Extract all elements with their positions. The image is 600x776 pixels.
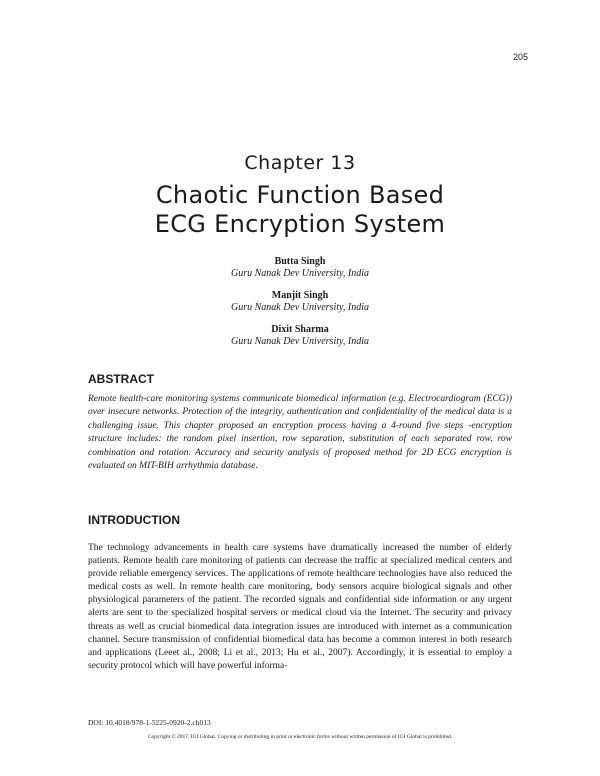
copyright-notice: Copyright © 2017, IGI Global. Copying or distributing in print or electronic forms without written permission of IGI Global is prohibited. [147,734,453,740]
author [0,290,600,314]
author-affiliation: Guru Nanak Dev University, India [230,336,370,347]
abstract-text: Remote health-care monitoring systems communicate biomedical information (e.g. Electrocardiogram (ECG)) over insecure networks. Protection of the integrity, authentication and confidentiality of the medical data is a challenging issue. This chapter proposed an encryption process having a 4-round five steps -encryption structure includes: the random pixel insertion, row separation, substitution of each separated row, row combination and rotation. Accuracy and security analysis of proposed method for 2D ECG encryption is evaluated on MIT-BIH arrhythmia database. [88,394,512,472]
author-name: Butta Singh [274,256,326,267]
introduction-text: The technology advancements in health care systems have dramatically increased the number of elderly patients. Remote health care monitoring of patients can decrease the traffic at specialized medical centers and provide reliable emergency services. The applications of remote healthcare technologies have also reduced the medical costs as well. In remote health care monitoring, body sensors acquire biological signals and other physiological parameters of the patient. The recorded signals and confidential side information or any urgent alerts are sent to the specialized hospital servers or medical cloud via the Internet. The security and privacy threats as well as crucial biomedical data integration issues are introduced with internet as a communication channel. Secure transmission of confidential biomedical data has become a common interest in both research and applications (Leeet al., 2008; Li et al., 2013; Hu et al., 2007). Accordingly, it is essential to employ a security protocol which will have powerful informa- [88,543,512,671]
doi: DOI: 10.4018/978-1-5225-0920-2.ch013 [88,718,211,727]
author-affiliation: Guru Nanak Dev University, India [230,302,370,313]
abstract-heading: ABSTRACT [88,372,154,386]
page-number: 205 [512,52,528,62]
author-name: Manjit Singh [271,290,329,301]
author-list [0,256,600,358]
author-affiliation: Guru Nanak Dev University, India [230,268,370,279]
chapter-title-line-2: ECG Encryption System [154,210,446,238]
chapter-label: Chapter 13 [244,152,356,174]
author-name: Dixit Sharma [271,324,329,335]
author [0,324,600,348]
author [0,256,600,280]
chapter-title [0,181,600,239]
chapter-title-line-1: Chaotic Function Based [155,181,445,209]
introduction-heading: INTRODUCTION [88,513,180,527]
